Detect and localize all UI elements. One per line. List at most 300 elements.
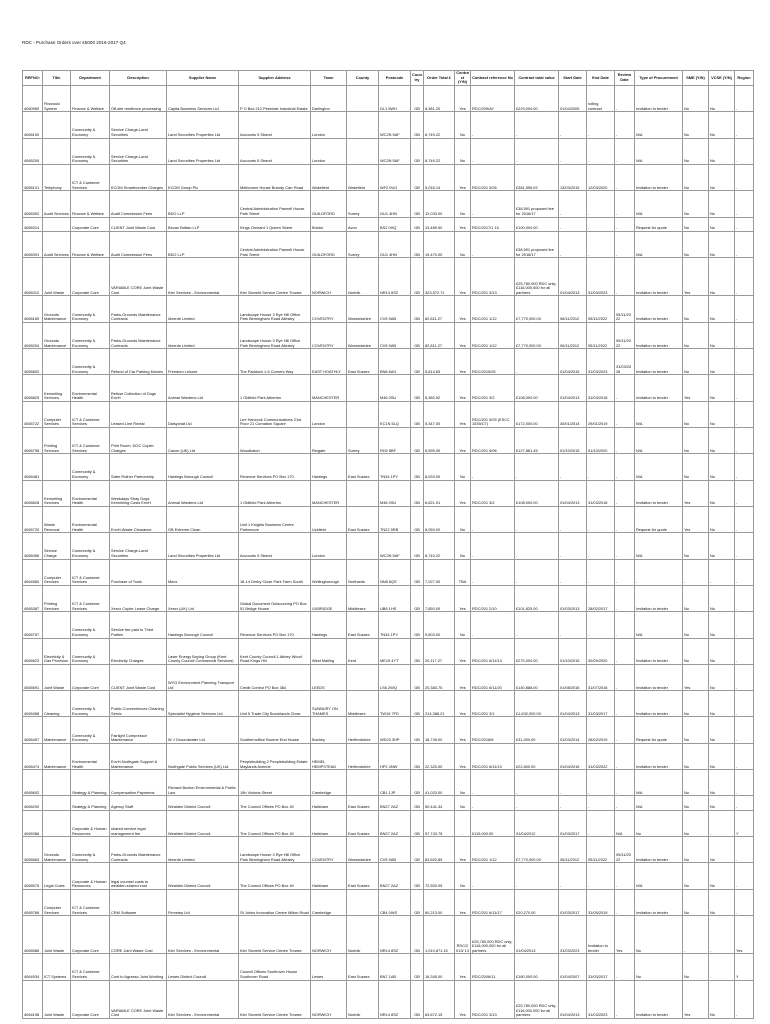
table-cell: 82,811.27 — [424, 296, 455, 322]
table-cell: - — [587, 863, 615, 889]
table-cell: Yes — [455, 980, 471, 1018]
table-cell: 06/11/2012 — [559, 296, 587, 322]
table-cell: GUILDFORD — [311, 191, 347, 217]
table-cell: No — [709, 138, 735, 164]
table-cell: shared service legal management fee — [110, 810, 167, 836]
table-cell — [347, 664, 379, 690]
table-cell: No — [683, 232, 709, 258]
table-cell: - — [559, 559, 587, 585]
table-cell: 18,749.00 — [424, 717, 455, 743]
table-cell: Environmental Health — [71, 480, 110, 506]
table-row — [23, 349, 754, 375]
table-cell: - — [735, 889, 754, 915]
table-cell: GB — [411, 612, 424, 638]
table-cell — [347, 770, 379, 796]
table-cell: Hailsham — [311, 810, 347, 836]
table-cell: - — [683, 559, 709, 585]
table-cell: 4065200 — [23, 138, 43, 164]
table-cell: Land Securities Properties Ltd — [167, 533, 239, 559]
table-cell: Corporate Core — [71, 980, 110, 1018]
table-cell: 4065302 — [23, 191, 43, 217]
table-cell: 05/11/2022 — [615, 837, 635, 863]
table-cell: - — [515, 506, 559, 532]
table-cell: Hastings Borough Council — [167, 454, 239, 480]
table-cell — [43, 138, 71, 164]
table-row — [23, 837, 754, 863]
table-cell: LS6 2WQ — [379, 664, 411, 690]
table-cell: 01/04/2013 — [559, 691, 587, 717]
table-cell: Yes — [455, 638, 471, 664]
table-cell: 12/03/2020 — [587, 164, 615, 190]
table-cell: - — [559, 770, 587, 796]
table-cell: RDC/201 1/12 — [471, 837, 515, 863]
table-cell: Yes — [615, 916, 635, 954]
table-cell: RDC/201 5/26 — [471, 164, 515, 190]
table-cell: - — [709, 559, 735, 585]
table-cell: Wakefield — [311, 164, 347, 190]
table-cell: Request for quote — [635, 506, 683, 532]
table-cell: EnvH-Northgate Support & Maintenance — [110, 743, 167, 769]
table-cell: Parks-Grounds Maintenance Contracts — [110, 296, 167, 322]
table-cell: - — [615, 954, 635, 980]
table-cell: Xerox Copier Lease Charge — [110, 585, 167, 611]
table-cell: No — [683, 217, 709, 231]
table-cell: Kennelling Services — [43, 375, 71, 401]
table-cell: No — [683, 585, 709, 611]
table-cell: 4064560 — [23, 559, 43, 585]
table-cell: No — [709, 837, 735, 863]
table-cell: - — [735, 191, 754, 217]
table-cell: VARIABLE CORE Joint Waste Cost — [110, 258, 167, 296]
column-header: REFNO: — [23, 71, 43, 86]
table-cell: - — [559, 533, 587, 559]
table-cell: 01/03/2014 — [559, 717, 587, 743]
table-cell: Finance & Welfare — [71, 191, 110, 217]
table-cell: Yes — [455, 164, 471, 190]
table-row — [23, 743, 754, 769]
column-header: Order Total £ — [424, 71, 455, 86]
table-cell: Community & Economy — [71, 112, 110, 138]
table-cell: GB — [411, 585, 424, 611]
table-cell: N/A — [615, 810, 635, 836]
table-cell: Daisychat Ltd — [167, 401, 239, 427]
table-cell: £229,000.00 — [515, 86, 559, 112]
table-cell: 01/04/2012 — [515, 810, 559, 836]
table-cell: CB1 1JP — [379, 770, 411, 796]
table-cell: Yes — [455, 86, 471, 112]
table-cell: Safer Rother Partnership — [110, 454, 167, 480]
table-cell: N/A — [635, 533, 683, 559]
table-cell: Kennelling Services — [43, 480, 71, 506]
table-cell: No — [709, 664, 735, 690]
table-cell: Yes — [683, 980, 709, 1018]
table-cell: Hastings Borough Council — [167, 612, 239, 638]
table-cell: 4065602 — [23, 770, 43, 796]
table-cell: Yes — [455, 349, 471, 375]
table-cell: No — [683, 770, 709, 796]
table-cell: Printing Services — [43, 585, 71, 611]
table-row — [23, 164, 754, 190]
table-cell: £180,000.00 — [515, 954, 559, 980]
table-cell: ICT & Customer Services — [71, 559, 110, 585]
table-cell: - — [735, 717, 754, 743]
table-cell: Community & Economy — [71, 638, 110, 664]
column-header: Town — [311, 71, 347, 86]
table-cell: Yes — [455, 717, 471, 743]
table-cell: - — [587, 533, 615, 559]
table-cell: Yes — [455, 322, 471, 348]
table-cell: 4064934 — [23, 954, 43, 980]
table-cell: - — [735, 375, 754, 401]
table-cell: BN27 2AZ — [379, 863, 411, 889]
table-cell: Yes — [455, 664, 471, 690]
table-cell: 30/01/2014 — [559, 401, 587, 427]
table-cell: West Malling — [311, 638, 347, 664]
table-cell: Community & Economy — [71, 717, 110, 743]
table-cell: - — [735, 559, 754, 585]
table-cell: CORE Joint Waste Cost — [110, 916, 167, 954]
table-row — [23, 810, 754, 836]
table-cell: 01/03/2017 — [559, 889, 587, 915]
table-cell: Firmstep Ltd — [167, 889, 239, 915]
table-cell: - — [615, 743, 635, 769]
table-cell: East Sussex — [347, 506, 379, 532]
table-cell: 4065623 — [23, 638, 43, 664]
table-cell: 4064198 — [23, 980, 43, 1018]
table-cell: Cambridge — [311, 770, 347, 796]
table-cell: 31/03/2023 — [559, 916, 587, 954]
table-cell: Animal Wardens Ltd — [167, 480, 239, 506]
table-cell: - — [471, 506, 515, 532]
table-cell: Specialist Hygiene Services Ltd — [167, 691, 239, 717]
table-cell: Public Conveniences Cleaning Servic — [110, 691, 167, 717]
table-cell: N/A — [635, 191, 683, 217]
table-cell: £270,000.00 — [515, 638, 559, 664]
table-cell: £101,825.00 — [515, 585, 559, 611]
table-cell: 83,602.89 — [424, 837, 455, 863]
table-cell: 4065683 — [23, 837, 43, 863]
table-cell: GB — [411, 401, 424, 427]
table-cell: GB — [411, 428, 424, 454]
table-cell: 41,023.00 — [424, 770, 455, 796]
table-cell: - — [735, 454, 754, 480]
table-row — [23, 691, 754, 717]
table-cell: Invitation to tender — [635, 664, 683, 690]
table-cell: TBA — [455, 559, 471, 585]
table-cell: Invitation to tender — [635, 638, 683, 664]
table-cell: 13,489.50 — [424, 217, 455, 231]
table-cell: Invitation to tender — [635, 258, 683, 296]
table-cell: 20,383.75 — [424, 664, 455, 690]
table-cell: GB — [411, 796, 424, 810]
table-cell: No — [709, 743, 735, 769]
table-cell: No — [709, 480, 735, 506]
table-cell: Electricity Charges — [110, 638, 167, 664]
table-cell: Audit Commission Fees — [110, 191, 167, 217]
table-row — [23, 322, 754, 348]
table-cell: Invitation to tender — [635, 691, 683, 717]
table-cell: Electricity & Gas Provision — [43, 638, 71, 664]
table-cell: No — [709, 533, 735, 559]
table-cell: - — [471, 232, 515, 258]
table-cell: 4065458 — [23, 691, 43, 717]
table-cell: NR14 8SZ — [379, 258, 411, 296]
table-cell: - — [471, 533, 515, 559]
table-cell: - — [471, 863, 515, 889]
table-cell — [347, 889, 379, 915]
table-cell: Norfolk — [347, 258, 379, 296]
table-cell: GB — [411, 717, 424, 743]
table-cell: - — [455, 810, 471, 836]
table-cell: Invitation to tender — [635, 980, 683, 1018]
table-cell: - — [615, 638, 635, 664]
table-cell: - — [615, 480, 635, 506]
table-cell: - — [735, 691, 754, 717]
table-cell: - — [615, 664, 635, 690]
table-cell: Joint Waste — [43, 916, 71, 954]
table-cell: 8,749.22 — [424, 112, 455, 138]
table-cell: No — [683, 296, 709, 322]
table-cell: - — [735, 258, 754, 296]
table-cell: - — [515, 559, 559, 585]
table-cell: Invitation to tender — [635, 375, 683, 401]
table-cell: RDC/201 6/11/17 — [471, 889, 515, 915]
table-cell: No — [683, 322, 709, 348]
table-cell: WC2N 5AF — [379, 533, 411, 559]
table-cell: 13/03/2015 — [559, 164, 587, 190]
table-cell: Yes — [455, 428, 471, 454]
table-cell: No — [455, 863, 471, 889]
table-cell: - — [635, 559, 683, 585]
table-cell: - — [735, 533, 754, 559]
table-cell: - — [471, 191, 515, 217]
table-cell: 5,347.00 — [424, 401, 455, 427]
table-cell: 01/04/2013 — [559, 258, 587, 296]
table-cell: Kier Services - Environmental — [167, 980, 239, 1018]
table-cell: 05/11/2022 — [615, 296, 635, 322]
table-cell: - — [735, 232, 754, 258]
table-cell: Wealden District Council — [167, 796, 239, 810]
table-cell: 8,050.00 — [424, 506, 455, 532]
table-cell: GB — [411, 916, 424, 954]
table-cell: £7,770,000.00 — [515, 296, 559, 322]
table-row — [23, 916, 754, 954]
table-cell: Central Administration Pannell House Park Street — [239, 191, 311, 217]
table-cell: GB — [411, 454, 424, 480]
table-cell: Audit Commission Fees — [110, 232, 167, 258]
table-cell: 18-14 Derby Close Park Farm South — [239, 559, 311, 585]
table-cell: No — [709, 796, 735, 810]
table-cell: BDO LLP — [167, 191, 239, 217]
table-cell: No — [709, 770, 735, 796]
table-cell: No — [709, 217, 735, 231]
table-cell: - — [735, 863, 754, 889]
column-header: Type of Procurement — [635, 71, 683, 86]
table-cell: Bristol — [311, 217, 347, 231]
table-cell: No — [709, 638, 735, 664]
table-cell: Animal Wardens Ltd — [167, 375, 239, 401]
table-cell: 4065101 — [23, 164, 43, 190]
table-cell: Xerox (UK) Ltd — [167, 585, 239, 611]
table-cell: 1,010,871.15 — [424, 916, 455, 954]
table-cell: East Sussex — [347, 954, 379, 980]
table-cell: 31/03/2018 — [587, 480, 615, 506]
table-cell: WD23 3HP — [379, 717, 411, 743]
table-cell: - — [587, 191, 615, 217]
table-cell: Invitation to tender — [635, 743, 683, 769]
table-cell: TN22 5RB — [379, 506, 411, 532]
table-cell: 4065720 — [23, 506, 43, 532]
table-cell: Off-site resilience processing — [110, 86, 167, 112]
table-cell: GB — [411, 664, 424, 690]
table-cell: RDC/209/AY — [471, 86, 515, 112]
table-row — [23, 770, 754, 796]
table-cell: N/A — [635, 796, 683, 810]
table-cell: BS2 0HQ — [379, 217, 411, 231]
table-cell: £38,591 proposed fee for 2016/17 — [515, 191, 559, 217]
table-cell: 4065456 — [23, 533, 43, 559]
table-cell: Unit 5 Trade City Brooklands Close — [239, 691, 311, 717]
table-cell: Kings Orchard 1 Queen Street — [239, 217, 311, 231]
table-cell: 01/03/2013 — [559, 585, 587, 611]
table-cell: Kier Stoneld Service Centre Trowse — [239, 916, 311, 954]
table-cell: 20,117.27 — [424, 638, 455, 664]
table-cell: Invitation to tender — [635, 86, 683, 112]
table-cell: Peoplebuilding 2 Peoplebuilding Estate Maylands Avenue — [239, 743, 311, 769]
table-cell: - — [615, 112, 635, 138]
table-cell: Warwickshire — [347, 322, 379, 348]
table-cell: Yes — [455, 889, 471, 915]
table-row — [23, 191, 754, 217]
table-cell: Leased Line Rental — [110, 401, 167, 427]
table-cell: RDC/201 1/12 — [471, 322, 515, 348]
table-cell: Y — [735, 954, 754, 980]
table-cell: Finance & Welfare — [71, 232, 110, 258]
table-cell: 01/10/2020 — [587, 428, 615, 454]
table-cell: GB — [411, 217, 424, 231]
table-cell: RDC/201 5/25 (ESCC 1539/CT) — [471, 401, 515, 427]
column-header: County — [347, 71, 379, 86]
table-cell: - — [559, 112, 587, 138]
table-cell: 8,033.00 — [424, 454, 455, 480]
table-cell: - — [559, 506, 587, 532]
table-cell: N/A — [635, 770, 683, 796]
table-cell: Revenue Services PO Box 170 — [239, 454, 311, 480]
table-cell: - — [735, 86, 754, 112]
table-cell: 4065481 — [23, 454, 43, 480]
table-cell: Surrey — [347, 191, 379, 217]
table-cell: - — [735, 743, 754, 769]
table-cell: GB — [411, 86, 424, 112]
table-row — [23, 401, 754, 427]
column-header: SME (Y/N) — [683, 71, 709, 86]
column-header: Contract reference No — [471, 71, 515, 86]
table-cell: RDC/201 3/2 — [471, 375, 515, 401]
table-cell: N/A — [635, 401, 683, 427]
table-cell: 4065387 — [23, 585, 43, 611]
table-cell: 8,749.22 — [424, 533, 455, 559]
table-cell: - — [615, 258, 635, 296]
table-cell: - — [735, 506, 754, 532]
table-cell: No — [709, 258, 735, 296]
table-cell: 5,814.63 — [424, 349, 455, 375]
table-cell: Grounds Maintenance — [43, 322, 71, 348]
table-cell: No — [683, 796, 709, 810]
table-cell: No — [683, 863, 709, 889]
table-cell: - — [735, 612, 754, 638]
table-cell: No — [455, 506, 471, 532]
table-cell: UXBRIDGE — [311, 585, 347, 611]
table-cell: Land Securities Properties Ltd — [167, 138, 239, 164]
table-cell: - — [615, 191, 635, 217]
table-cell: RDC/201 3/13 — [471, 980, 515, 1018]
table-cell: £7,770,000.00 — [515, 322, 559, 348]
table-cell: RDC/201 3/2 — [471, 480, 515, 506]
table-cell: RDC/201 6/11/14 — [471, 638, 515, 664]
table-cell: 1 Oldfield Park Atherton — [239, 375, 311, 401]
table-cell: ICT & Customer Services — [71, 164, 110, 190]
table-cell: No — [683, 837, 709, 863]
table-cell: GB — [411, 980, 424, 1018]
table-cell: 01/03/2017 — [559, 810, 587, 836]
table-cell: 01/04/2016 — [559, 743, 587, 769]
table-cell: 19b Victoria Street — [239, 770, 311, 796]
table-cell: Woodhatch — [239, 428, 311, 454]
table-cell: 01/08/2016 — [559, 664, 587, 690]
table-cell: RDC/201 1/12 — [471, 296, 515, 322]
table-cell: Idverde Limited — [167, 296, 239, 322]
table-cell: CRM Software — [110, 889, 167, 915]
table-cell: RDC/2013/ 13 — [455, 916, 471, 954]
table-cell: N/A — [635, 428, 683, 454]
table-cell: Avon — [347, 217, 379, 231]
table-cell: CV5 9AB — [379, 322, 411, 348]
table-cell: Invitation to tender — [635, 889, 683, 915]
table-cell: WF2 0UG — [379, 164, 411, 190]
table-row — [23, 86, 754, 112]
table-cell: BN27 2AZ — [379, 810, 411, 836]
table-cell: East Sussex — [347, 863, 379, 889]
table-cell: 50,441.34 — [424, 796, 455, 810]
table-cell: Kent County Council 1 Abbey Wood Road Kings Hill — [239, 638, 311, 664]
table-cell: St Johns Innovation Centre Milton Road — [239, 889, 311, 915]
table-cell: No — [683, 638, 709, 664]
table-cell: No — [683, 191, 709, 217]
table-cell: Wealden District Council — [167, 863, 239, 889]
table-cell: MANCHESTER — [311, 480, 347, 506]
table-cell: Invitation to tender — [635, 480, 683, 506]
table-cell: No — [709, 232, 735, 258]
table-cell: No — [709, 112, 735, 138]
table-cell: Corporate Core — [71, 258, 110, 296]
table-cell: - — [735, 796, 754, 810]
table-cell: No — [455, 232, 471, 258]
table-cell: 31/03/2023 — [587, 980, 615, 1018]
table-cell: Norfolk — [347, 980, 379, 1018]
table-cell: 31/03/2022 — [587, 743, 615, 769]
table-cell: Kent — [347, 638, 379, 664]
table-cell: No — [709, 612, 735, 638]
table-cell: 8,749.22 — [424, 138, 455, 164]
table-cell: ICT & Customer Services — [71, 401, 110, 427]
column-header: Contract (Y/N) — [456, 70, 469, 85]
table-cell: Finance & Welfare — [71, 86, 110, 112]
table-cell: - — [515, 112, 559, 138]
table-cell: Credit Control PO Box 384 — [239, 664, 311, 690]
table-cell: GB — [411, 837, 424, 863]
table-cell: Community & Economy — [71, 349, 110, 375]
table-cell: Invitation to tender — [635, 322, 683, 348]
